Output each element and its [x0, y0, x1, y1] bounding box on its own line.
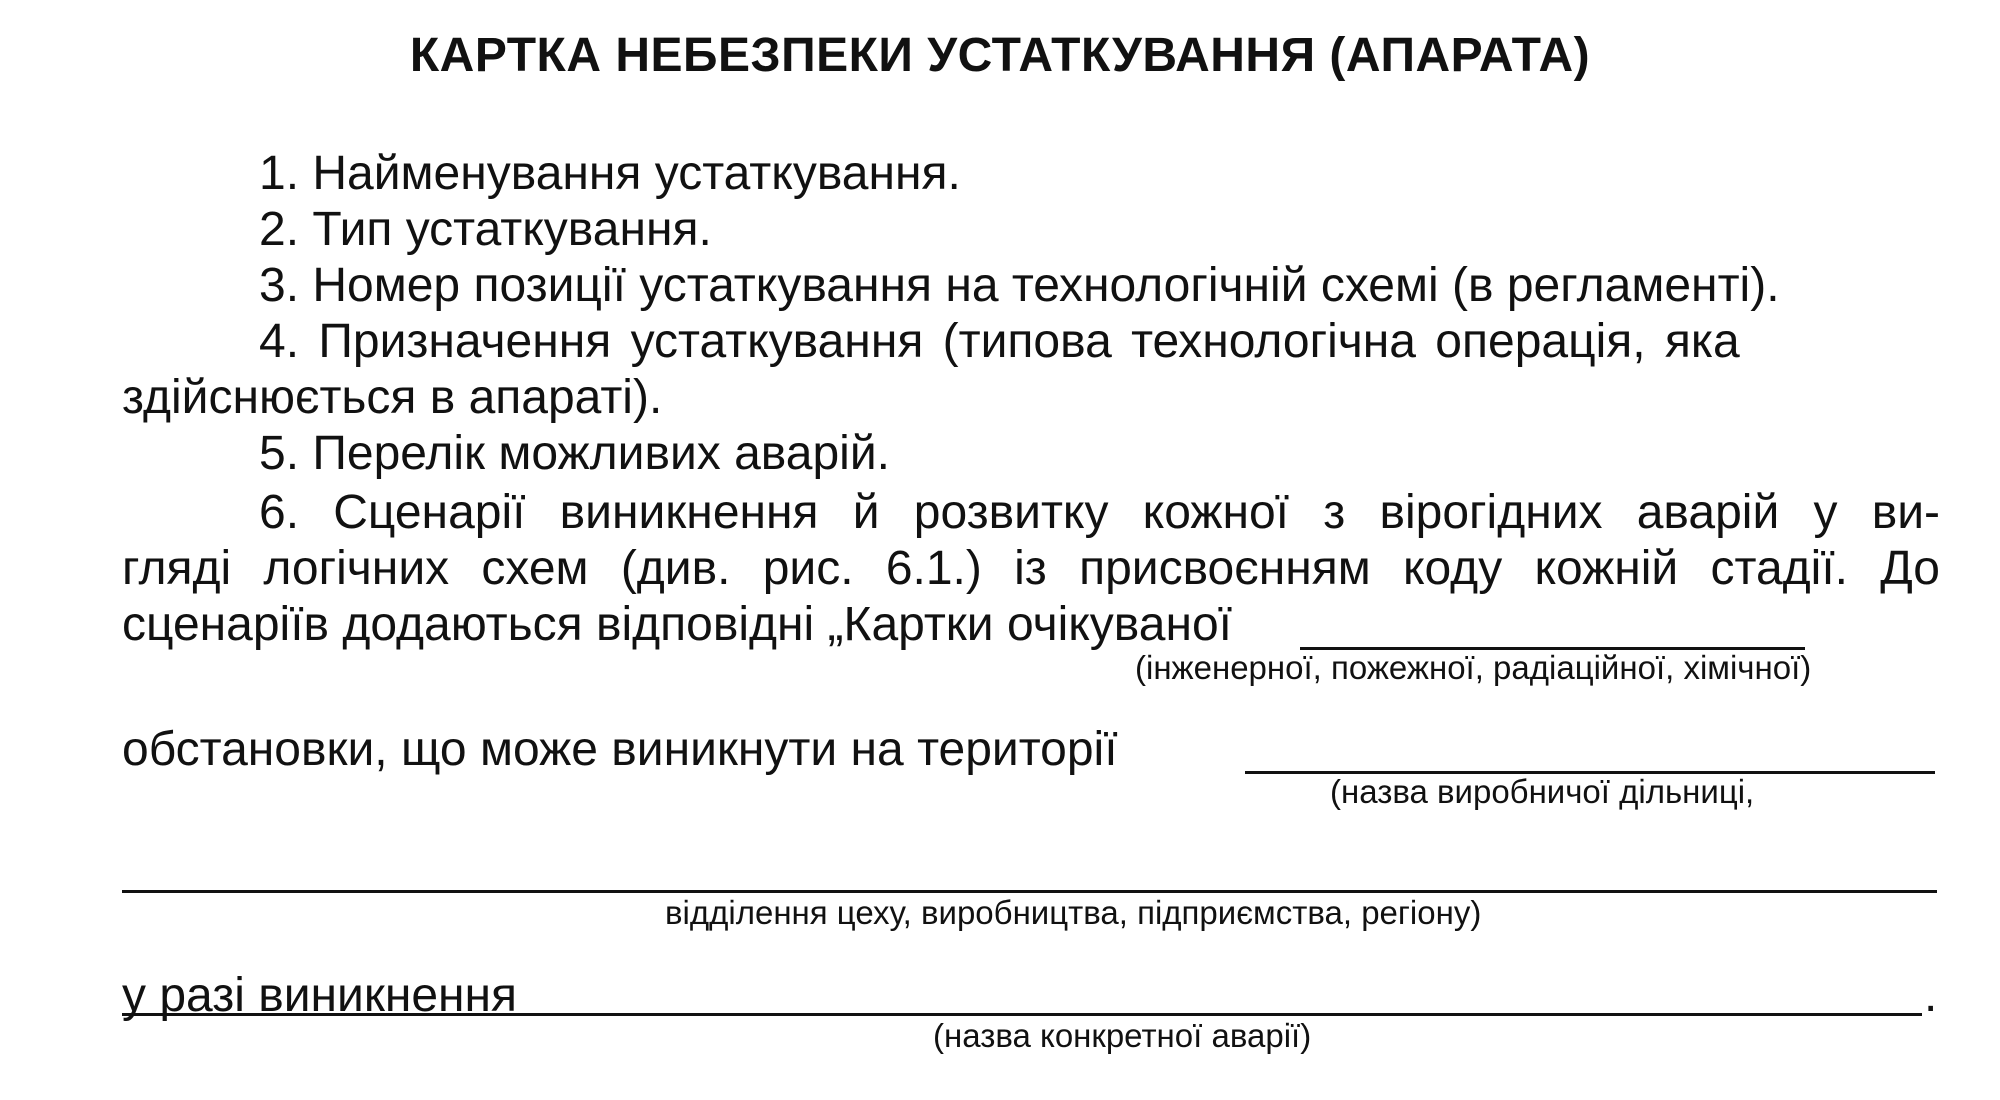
item-1: 1. Найменування устаткування.: [259, 147, 961, 200]
item-3: 3. Номер позиції устаткування на технологічній схемі (в регламенті).: [259, 259, 1780, 312]
blank-line-accident: [122, 1013, 1922, 1016]
line-accident-period: .: [1924, 969, 1938, 1022]
item-6-line-1: 6. Сценарії виникнення й розвитку кожної з вірогідних аварій у ви-: [259, 486, 1940, 539]
item-6-line-3: сценаріїв додаються відповідні „Картки очікуваної: [122, 598, 1232, 651]
item-4-line-1: 4. Призначення устаткування (типова технологічна операція, яка: [259, 315, 1740, 368]
line-territory-text: обстановки, що може виникнути на території: [122, 723, 1118, 776]
hint-accident: (назва конкретної аварії): [933, 1017, 1312, 1054]
item-6-line-2: гляді логічних схем (див. рис. 6.1.) із присвоєнням коду кожній стадії. До: [122, 542, 1940, 595]
hint-territory: (назва виробничої дільниці,: [1330, 773, 1755, 810]
hint-situation-type: (інженерної, пожежної, радіаційної, хімічної): [1135, 649, 1812, 686]
item-5: 5. Перелік можливих аварій.: [259, 427, 890, 480]
item-4-line-2: здійснюється в апараті).: [122, 371, 663, 424]
blank-line-territory-continued: [122, 890, 1937, 893]
document-title: КАРТКА НЕБЕЗПЕКИ УСТАТКУВАННЯ (АПАРАТА): [409, 29, 1591, 82]
hint-territory-continued: відділення цеху, виробництва, підприємства, регіону): [665, 894, 1482, 931]
line-accident-text: у разі виникнення: [122, 969, 518, 1022]
item-2: 2. Тип устаткування.: [259, 203, 712, 256]
